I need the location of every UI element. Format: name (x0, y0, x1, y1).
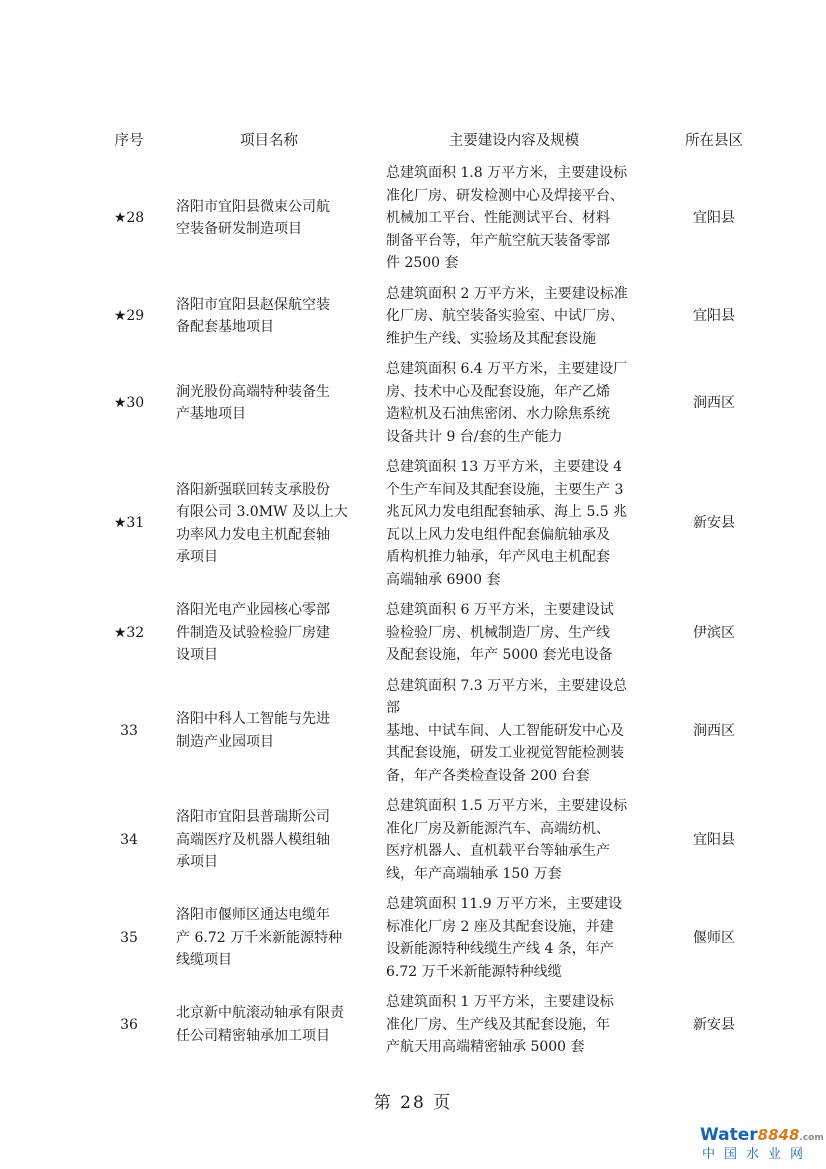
logo-suffix: .com (799, 1133, 824, 1143)
project-content-line: 件 2500 套 (386, 255, 459, 271)
project-name (164, 595, 374, 671)
project-name-line: 制造产业园项目 (176, 733, 274, 750)
project-content-line: 总建筑面积 6 万平方米，主要建设试 (386, 602, 614, 618)
project-content-line: 化厂房、航空装备实验室、中试厂房、 (386, 308, 624, 324)
project-name-line: 洛阳新强联回转支承股份 (176, 481, 330, 498)
project-content-line: 机械加工平台、性能测试平台、材料 (386, 210, 610, 226)
project-content (374, 595, 654, 671)
project-name-line: 北京新中航滚动轴承有限责 (176, 1005, 344, 1022)
project-content-line: 准化厂房、生产线及其配套设施，年 (386, 1016, 610, 1033)
project-county: 新安县 (693, 1016, 735, 1033)
project-content-line: 维护生产线、实验场及其配套设施 (386, 330, 596, 347)
project-content-line: 高端轴承 6900 套 (386, 571, 501, 588)
project-content-line: 兆瓦风力发电组配套轴承、海上 5.5 兆 (386, 504, 628, 520)
watermark-logo (700, 1125, 824, 1162)
project-content-line: 造粒机及石油焦密闭、水力除焦系统 (386, 406, 610, 422)
project-name (164, 889, 374, 987)
project-name-line: 高端医疗及机器人模组轴 (176, 831, 330, 848)
table-row (94, 791, 774, 889)
project-name-line: 备配套基地项目 (176, 319, 274, 336)
project-content-line: 个生产车间及其配套设施，主要生产 3 (386, 481, 624, 498)
project-content-line: 基地、中试车间、人工智能研发中心及 (386, 722, 624, 739)
project-name-line: 洛阳中科人工智能与先进 (176, 711, 330, 728)
project-name-line: 产基地项目 (176, 406, 246, 422)
project-name (164, 987, 374, 1063)
project-name-line: 产 6.72 万千米新能源特种 (176, 929, 343, 946)
project-content (374, 452, 654, 595)
project-content-line: 总建筑面积 7.3 万平方米，主要建设总部 (386, 677, 628, 716)
header-content: 主要建设内容及规模 (448, 132, 580, 149)
project-content-line: 验检验厂房、机械制造厂房、生产线 (386, 624, 610, 641)
project-content-line: 设新能源特种线缆生产线 4 条，年产 (386, 941, 614, 957)
header-county: 所在县区 (685, 132, 743, 149)
project-content-line: 总建筑面积 1.8 万平方米，主要建设标 (386, 165, 628, 181)
logo-brand: Water (700, 1125, 758, 1145)
table-header-row (94, 120, 774, 158)
project-content-line: 及配套设施，年产 5000 套光电设备 (386, 647, 613, 663)
project-name-line: 线缆项目 (176, 952, 232, 969)
project-name (164, 452, 374, 595)
table-row (94, 452, 774, 595)
project-name-line: 设项目 (176, 647, 218, 663)
project-name-line: 洛阳市宜阳县微束公司航 (176, 198, 330, 215)
project-content (374, 889, 654, 987)
project-content-line: 瓦以上风力发电组件配套偏航轴承及 (386, 526, 610, 543)
project-name-line: 承项目 (176, 549, 218, 565)
project-content-line: 制备平台等，年产航空航天装备零部 (386, 232, 610, 249)
project-content-line: 房、技术中心及配套设施，年产乙烯 (386, 383, 610, 400)
row-number: ★32 (113, 624, 145, 641)
project-content-line: 总建筑面积 13 万平方米，主要建设 4 (386, 459, 623, 475)
project-county: 偃师区 (693, 929, 735, 946)
project-name-line: 功率风力发电主机配套轴 (176, 526, 330, 543)
project-name (164, 158, 374, 279)
table-row (94, 158, 774, 279)
project-content-line: 盾构机推力轴承，年产风电主机配套 (386, 549, 610, 565)
project-name-line: 洛阳市宜阳县普瑞斯公司 (176, 809, 330, 826)
project-name-line: 洛阳光电产业园核心零部 (176, 602, 330, 618)
project-name (164, 791, 374, 889)
project-content-line: 准化厂房、研发检测中心及焊接平台、 (386, 187, 624, 204)
projects-table (94, 120, 774, 1063)
row-number: ★31 (113, 515, 145, 532)
project-name (164, 354, 374, 452)
project-content-line: 总建筑面积 6.4 万平方米，主要建设厂 (386, 361, 628, 377)
table-row (94, 354, 774, 452)
project-county: 涧西区 (693, 394, 735, 411)
header-name: 项目名称 (240, 132, 298, 149)
project-name-line: 洛阳市偃师区通达电缆年 (176, 907, 330, 924)
row-number: ★28 (113, 210, 145, 226)
project-content-line: 产航天用高端精密轴承 5000 套 (386, 1039, 585, 1055)
project-content (374, 671, 654, 792)
project-county: 宜阳县 (693, 308, 735, 324)
project-name-line: 有限公司 3.0MW 及以上大 (176, 504, 348, 520)
logo-number: 8848 (757, 1126, 800, 1144)
project-name-line: 任公司精密轴承加工项目 (176, 1027, 330, 1044)
row-number: ★29 (113, 308, 145, 324)
row-number: 33 (120, 722, 138, 739)
project-content (374, 791, 654, 889)
project-content-line: 医疗机器人、直机载平台等轴承生产 (386, 843, 610, 859)
project-content-line: 6.72 万千米新能源特种线缆 (386, 963, 562, 980)
project-county: 伊滨区 (693, 624, 735, 641)
project-name (164, 279, 374, 355)
project-county: 宜阳县 (693, 210, 735, 226)
project-content-line: 总建筑面积 11.9 万平方米，主要建设 (386, 896, 623, 912)
row-number: 34 (120, 831, 138, 848)
project-name-line: 件制造及试验检验厂房建 (176, 624, 330, 641)
table-row (94, 889, 774, 987)
project-content (374, 279, 654, 355)
table-row (94, 987, 774, 1063)
table-row (94, 595, 774, 671)
project-name (164, 671, 374, 792)
table-row (94, 671, 774, 792)
project-content-line: 总建筑面积 1.5 万平方米，主要建设标 (386, 798, 628, 814)
row-number: 36 (120, 1016, 138, 1033)
project-name-line: 承项目 (176, 854, 218, 871)
project-name-line: 涧光股份高端特种装备生 (176, 383, 330, 400)
project-content-line: 总建筑面积 1 万平方米，主要建设标 (386, 994, 614, 1010)
project-content-line: 线，年产高端轴承 150 万套 (386, 865, 562, 882)
table-row (94, 279, 774, 355)
logo-cn: 中国水业网 (702, 1147, 813, 1162)
project-content-line: 设备共计 9 台/套的生产能力 (386, 428, 563, 445)
project-content-line: 备，年产各类检查设备 200 台套 (386, 767, 590, 784)
project-content-line: 总建筑面积 2 万平方米，主要建设标准 (386, 285, 628, 302)
project-content (374, 158, 654, 279)
project-name-line: 空装备研发制造项目 (176, 221, 302, 238)
project-content-line: 标准化厂房 2 座及其配套设施，并建 (386, 918, 614, 935)
row-number: ★30 (113, 394, 145, 411)
header-no: 序号 (114, 132, 144, 149)
project-county: 宜阳县 (693, 831, 735, 848)
project-content-line: 其配套设施，研发工业视觉智能检测装 (386, 745, 624, 761)
project-county: 涧西区 (693, 722, 735, 739)
project-name-line: 洛阳市宜阳县赵保航空装 (176, 296, 330, 313)
row-number: 35 (120, 929, 138, 946)
project-content (374, 987, 654, 1063)
page-number: 第 28 页 (373, 1093, 453, 1113)
project-county: 新安县 (693, 515, 735, 532)
project-content-line: 准化厂房及新能源汽车、高端纺机、 (386, 820, 610, 837)
project-content (374, 354, 654, 452)
